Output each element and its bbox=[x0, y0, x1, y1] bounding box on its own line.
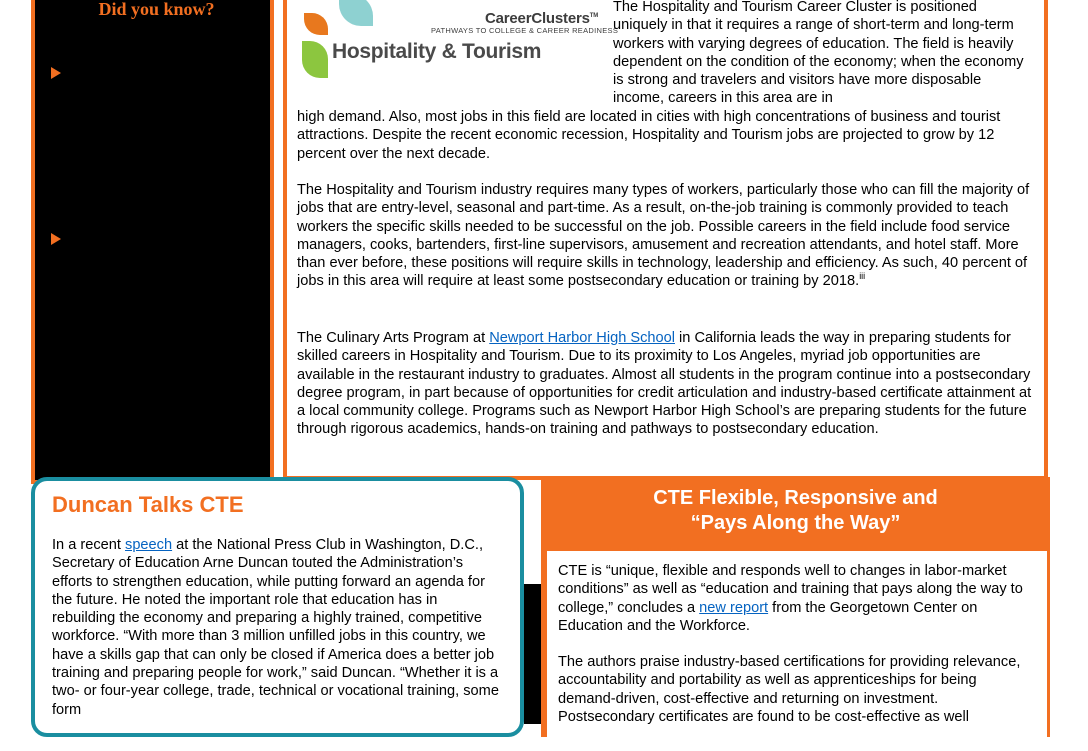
endnote-marker[interactable]: iii bbox=[859, 271, 866, 282]
logo-leaf-icon bbox=[339, 0, 373, 26]
sidebar-title: Did you know? bbox=[98, 0, 215, 19]
career-clusters-logo bbox=[298, 0, 619, 80]
new-report-link[interactable]: new report bbox=[699, 599, 769, 616]
logo-tagline: PATHWAYS TO COLLEGE & CAREER READINESS bbox=[431, 26, 619, 35]
article-intro: The Hospitality and Tourism Career Cluster is positioned uniquely in that it requires a range of short-term and long-term workers with varying degrees of education. The field is heavily dependent on the condition of the economy; when the economy is strong and travelers and visitors have more disposable income, careers in this area are in bbox=[613, 0, 1024, 107]
article-paragraph-3: The Culinary Arts Program at Newport Harbor High School in California leads the way in preparing students for skilled careers in Hospitality and Tourism. Due to its proximity to Los Angeles, myriad job opportunities are available in the restaurant industry to graduates. Almost all students in the program continue into a postsecondary degree program, in part because of opportunities for credit articulation and industry-based certificate attainment at a local community college. Programs such as Newport Harbor High School’s are preparing students for the future through rigorous academics, hands-on training and pathways to postsecondary education. bbox=[297, 330, 1032, 438]
newport-harbor-link[interactable]: Newport Harbor High School bbox=[489, 330, 675, 346]
article-intro-continued: high demand. Also, most jobs in this field are located in cities with high concentrations of business and tourist attractions. Despite the recent economic recession, Hospitality and Tourism jobs are projected to grow by 12 percent over the next decade. bbox=[297, 109, 1001, 162]
bullet-arrow-icon bbox=[51, 67, 61, 79]
cte-title: CTE Flexible, Responsive and “Pays Along the Way” bbox=[653, 487, 938, 534]
article-paragraph-2: The Hospitality and Tourism industry requires many types of workers, particularly those who can fill the majority of jobs that are entry-level, seasonal and part-time. As a result, on-the-job training is commonly provided to teach workers the specific skills needed to be successful on the job. Possible careers in the field include food service managers, cooks, bartenders, first-line supervisors, amusement and recreation attendants, and hotel staff. More than ever before, these positions will require skills in technology, leadership and efficiency. As such, 40 percent of jobs in this area will require at least some postsecondary education or training by 2018.$^{iii}$ bbox=[297, 182, 1030, 290]
duncan-title: Duncan Talks CTE bbox=[52, 492, 244, 517]
logo-leaf-icon bbox=[304, 13, 328, 35]
logo-brand: CareerClusters™ bbox=[485, 10, 599, 27]
cte-paragraph-2: The authors praise industry-based certifications for providing relevance, accountability and portability as well as apprenticeships for being demand-driven, cost-effective and returning on investment. Postsecondary certificates are found to be cost-effective as well bbox=[558, 654, 1021, 726]
cte-body: CTE is “unique, flexible and responds well to changes in labor-market conditions” as well as “education and training that pays along the way to college,” concludes a new report from the Georgetown Center on Education and the Workforce. The authors praise industry-based certifications for providing relevance, accountability and portability as well as apprenticeships for being demand-driven, cost-effective and returning on investment. Postsecondary certificates are found to be cost-effective as well bbox=[558, 562, 1028, 744]
did-you-know-sidebar bbox=[31, 0, 274, 484]
speech-link[interactable]: speech bbox=[125, 537, 173, 553]
divider-strip bbox=[524, 584, 541, 724]
logo-cluster-name: Hospitality & Tourism bbox=[332, 40, 542, 63]
bullet-arrow-icon bbox=[51, 233, 61, 245]
logo-leaf-icon bbox=[302, 41, 328, 78]
duncan-body: In a recent speech at the National Press Club in Washington, D.C., Secretary of Education Arne Duncan touted the Administration’s efforts to strengthen education, while putting forward an agenda for the future. He noted the important role that education has in rebuilding the economy and preparing a highly trained, competitive workforce. “With more than 3 million unfilled jobs in this country, we have a skills gap that can only be closed if America does a better job training and preparing people for work,” said Duncan. “Whether it is a two- or four-year college, trade, technical or vocational training, some form bbox=[52, 537, 499, 718]
